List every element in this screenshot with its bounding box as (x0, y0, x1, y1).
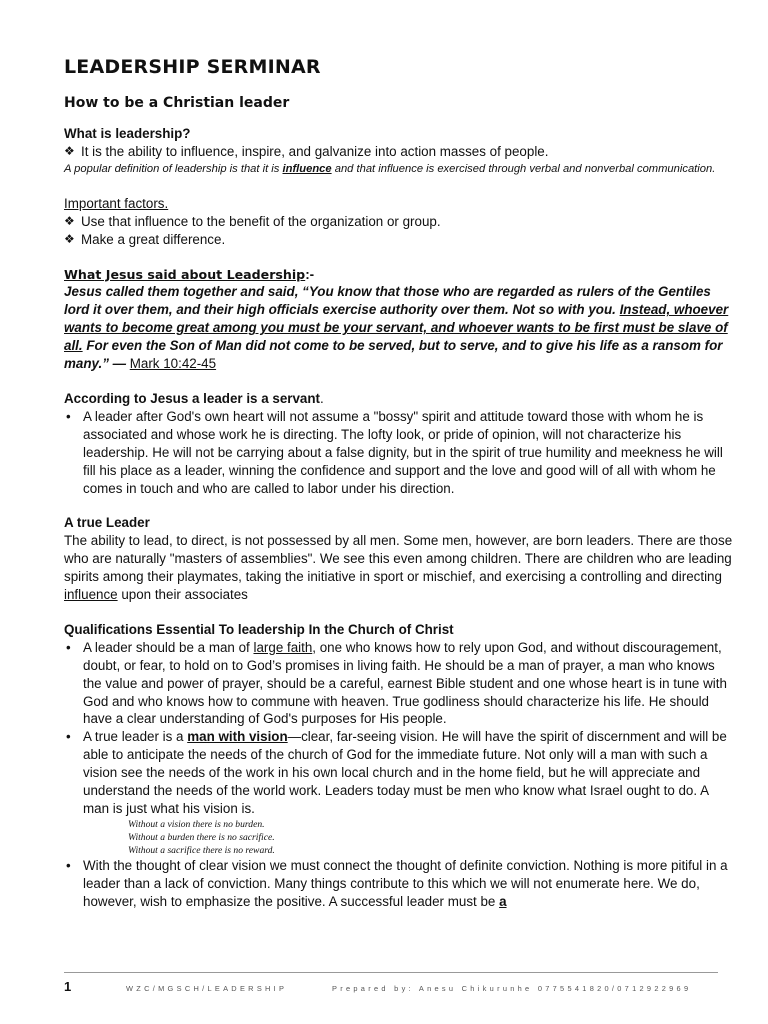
footer-author: Prepared by: Anesu Chikurunhe 0775541820/0712922969 (332, 984, 692, 993)
qualifications-list (64, 639, 734, 818)
list-item (64, 639, 734, 729)
text: A leader should be a man of (83, 639, 254, 655)
section-heading-true-leader: A true Leader (64, 515, 150, 531)
paragraph-text: upon their associates (117, 587, 248, 603)
section-heading-what-jesus-said (64, 266, 734, 284)
heading-text: According to Jesus a leader is a servant (64, 390, 321, 406)
definition-note (64, 161, 734, 178)
text: , one who knows how to rely upon God, and without discouragement, doubt, or fear, to hold on to God’s promises in living faith. He should be a man of prayer, a man who knows the value and power of prayer, should be a careful, earnest Bible student and one whose heart is in tune with God and who knows how to commune with heaven. True godliness should characterize his life. He should have a clear understanding of God's purposes for His people. (83, 639, 727, 727)
influence-term: influence (282, 162, 332, 175)
large-faith-term: large faith (253, 639, 313, 655)
diamond-bullet-icon: ❖ (64, 143, 75, 158)
bullet-icon: • (66, 857, 71, 873)
text: A true leader is a (83, 729, 188, 745)
vision-poem (64, 818, 734, 857)
poem-line: Without a burden there is no sacrifice. (128, 831, 275, 843)
list-item (64, 231, 734, 249)
list-item (64, 857, 734, 911)
section-heading-important-factors: Important factors. (64, 195, 169, 211)
page-subtitle: How to be a Christian leader (64, 95, 290, 111)
document-body (64, 125, 734, 911)
scripture-reference: Mark 10:42-45 (129, 356, 217, 372)
heading-text: What Jesus said about Leadership (64, 266, 306, 282)
bullet-icon: • (66, 729, 71, 745)
definition-list (64, 143, 734, 161)
bullet-icon: • (66, 639, 71, 655)
true-leader-paragraph (64, 532, 734, 604)
list-item-text (83, 728, 734, 818)
list-item-text: It is the ability to influence, inspire, and galvanize into action masses of people. (81, 143, 549, 159)
page-footer (64, 972, 718, 994)
text: With the thought of clear vision we must connect the thought of definite conviction. Nothing is more pitiful in a leader than a lack of conviction. Many things contribute to this which we will not enumerate here. We do, however, wish to emphasize the positive. A successful leader must be (83, 857, 728, 909)
footer-reference: WZC/MGSCH/LEADERSHIP (126, 984, 288, 993)
scripture-quote (64, 283, 734, 373)
list-item-text: A leader after God's own heart will not assume a "bossy" spirit and attitude toward those with whom he is associated and whose work he is directing. The lofty look, or pride of opinion, will not characterize his leadership. He will not be carrying about a false dignity, but in the spirit of true humility and meekness he will fill his place as a leader, winning the confidence and support and the love and good will of all with whom he comes in touch and who are called to labor under his direction. (83, 408, 723, 496)
servant-list (64, 408, 734, 498)
poem-line: Without a sacrifice there is no reward. (128, 844, 275, 856)
list-item (64, 213, 734, 231)
qualifications-list-continued (64, 857, 734, 911)
factors-list (64, 213, 734, 249)
quote-text: Jesus called them together and said, “You know that those who are regarded as rulers of the Gentiles lord it over them, and their high officials exercise authority over them. Not so with you. (64, 284, 711, 318)
quote-text: For even the Son of Man did not come to be served, but to serve, and to give his life as a ransom for many.” — (64, 338, 723, 372)
bullet-icon: • (66, 408, 71, 424)
list-item-text: Use that influence to the benefit of the organization or group. (81, 213, 441, 229)
section-heading-what-is-leadership: What is leadership? (64, 126, 191, 141)
note-text: A popular definition of leadership is that it is (64, 162, 283, 175)
paragraph-text: The ability to lead, to direct, is not possessed by all men. Some men, however, are born leaders. There are those who are naturally "masters of assemblies". We see this even among children. There are children who are leading spirits among their playmates, taking the initiative in sport or mischief, and exercising a controlling and directing (64, 533, 733, 585)
list-item (64, 728, 734, 818)
note-text: and that influence is exercised through verbal and nonverbal communication. (331, 162, 716, 175)
page-title: LEADERSHIP SERMINAR (64, 56, 321, 78)
man-with-vision-term: man with vision (187, 729, 288, 745)
quote-emphasis: Instead, whoever wants to become great among you must be your servant, and whoever wants to be first must be slave of all. (64, 302, 729, 354)
diamond-bullet-icon: ❖ (64, 231, 75, 246)
list-item-text: Make a great difference. (81, 231, 226, 247)
heading-suffix: :- (305, 266, 315, 282)
page-number: 1 (64, 979, 72, 994)
influence-term: influence (64, 587, 118, 603)
list-item (64, 143, 734, 161)
emphasis-term: a (499, 893, 507, 909)
list-item-text (83, 639, 734, 729)
heading-suffix: . (320, 390, 324, 406)
text: —clear, far-seeing vision. He will have the spirit of discernment and will be able to anticipate the needs of the church of God for the immediate future. Not only will a man with such a vision see the needs of the work in his own local church and in the home field, but he will appreciate and understand the needs of the world work. Leaders today must be men who know what Israel ought to do. A man is just what his vision is. (83, 729, 727, 816)
diamond-bullet-icon: ❖ (64, 213, 75, 228)
poem-line: Without a vision there is no burden. (128, 818, 265, 830)
list-item-text (83, 857, 734, 911)
section-heading-qualifications: Qualifications Essential To leadership In the Church of Christ (64, 621, 454, 637)
list-item (64, 408, 734, 498)
section-heading-servant (64, 390, 734, 408)
